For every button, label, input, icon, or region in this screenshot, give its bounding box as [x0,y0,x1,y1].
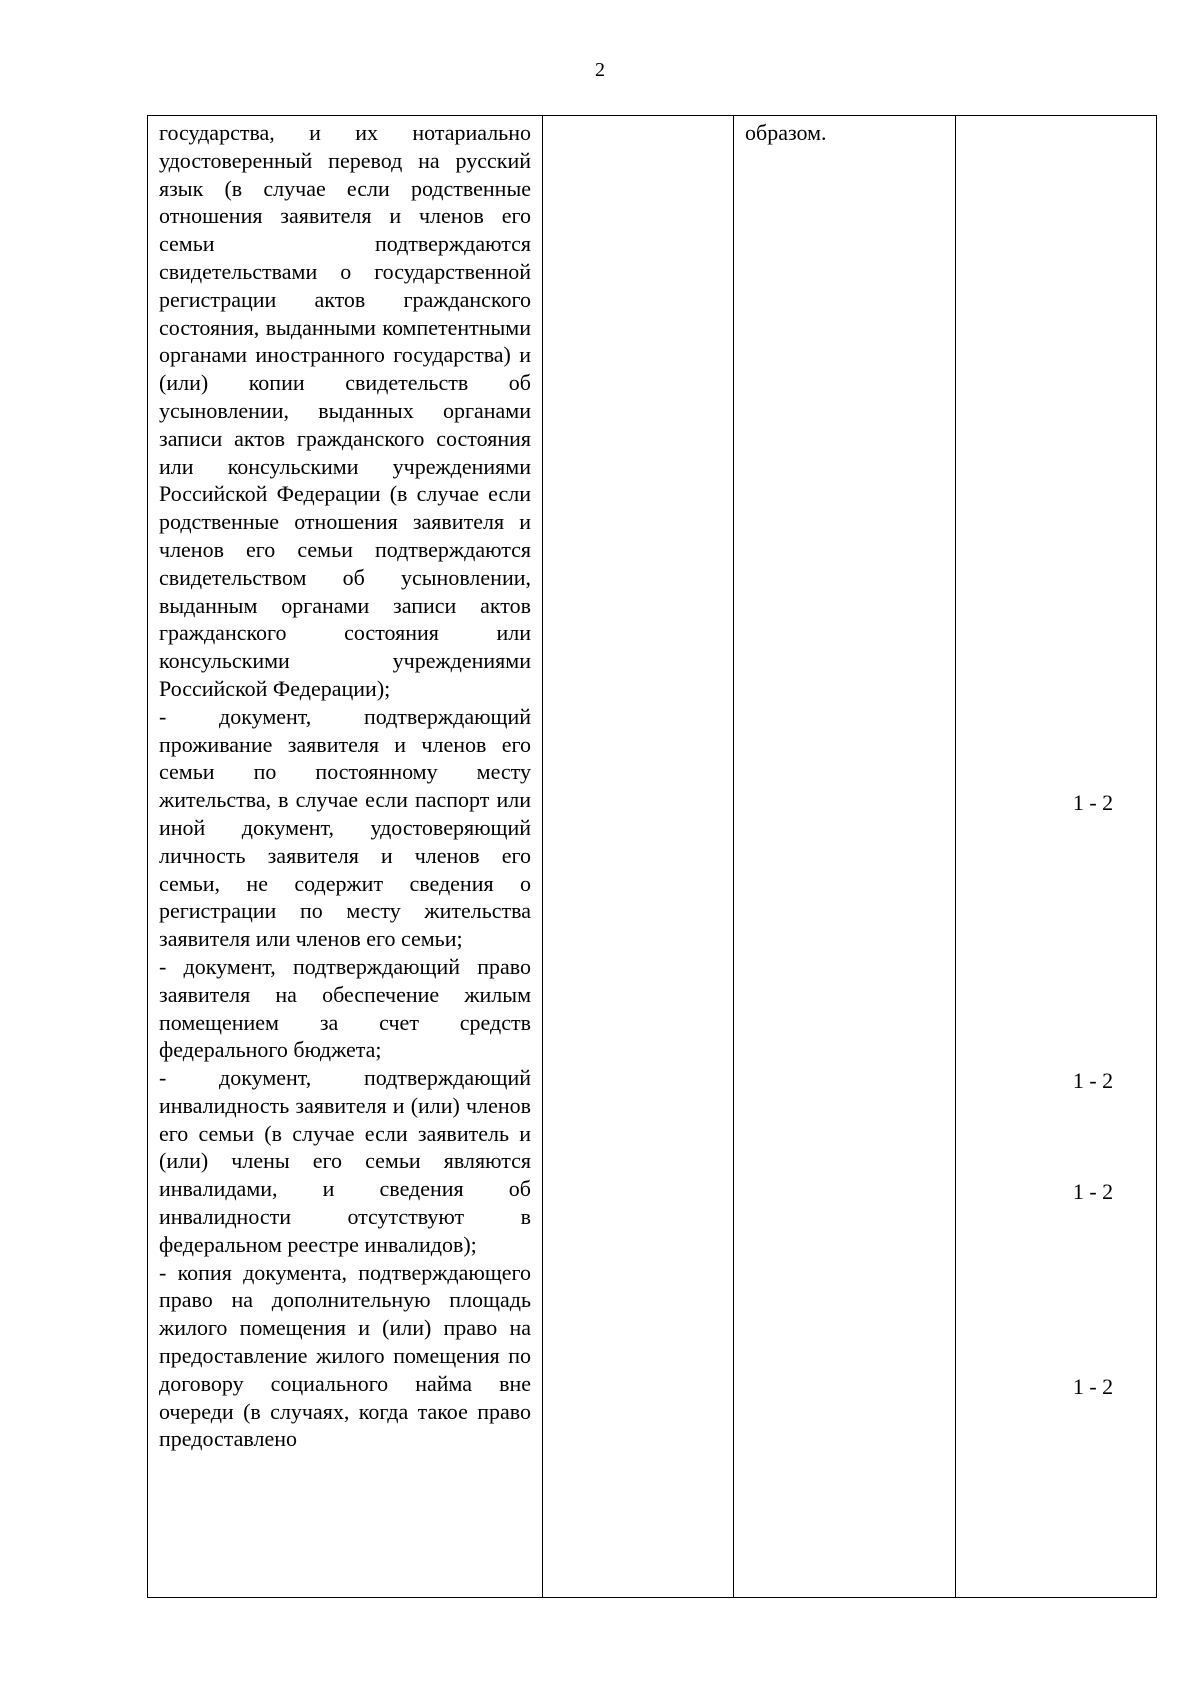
document-paragraph: - документ, подтверждающий проживание заявителя и членов его семьи по постоянному месту жительства, в случае если паспорт или иной документ, удостоверяющий личность заявителя и членов его семьи, не содержит сведения о регистрации по месту жительства заявителя или членов его семьи; [159,703,531,952]
column-divider [542,116,543,1597]
document-paragraph: государства, и их нотариально удостоверенный перевод на русский язык (в случае если родственные отношения заявителя и членов его семьи подтверждаются свидетельствами о государственной регистрации актов гражданского состояния, выданными компетентными органами иностранного государства) и (или) копии свидетельств об усыновлении, выданных органами записи актов гражданского состояния или консульскими учреждениями Российской Федерации (в случае если родственные отношения заявителя и членов его семьи подтверждаются свидетельством об усыновлении, выданным органами записи актов гражданского состояния или консульскими учреждениями Российской Федерации); [159,120,531,701]
column-divider [733,116,734,1597]
quantity-value: 1 - 2 [1072,1374,1114,1399]
document-paragraph: - документ, подтверждающий инвалидность заявителя и (или) членов его семьи (в случае если заявитель и (или) члены его семьи являются инвалидами, и сведения об инвалидности отсутствуют в федеральном реестре инвалидов); [159,1065,531,1257]
quantity-value: 1 - 2 [1072,1068,1114,1093]
method-cell: образом. [745,120,827,145]
document-list-cell [159,119,531,1453]
quantity-value: 1 - 2 [1072,790,1114,815]
document-paragraph: - копия документа, подтверждающего право на дополнительную площадь жилого помещения и (или) право на предоставление жилого помещения по договору социального найма вне очереди (в случаях, когда такое право предоставлено [159,1259,531,1452]
column-divider [955,116,956,1597]
quantity-value: 1 - 2 [1072,1179,1114,1204]
page-number: 2 [595,59,605,81]
document-table [147,115,1157,1598]
document-paragraph: - документ, подтверждающий право заявителя на обеспечение жилым помещением за счет средств федерального бюджета; [159,953,531,1063]
